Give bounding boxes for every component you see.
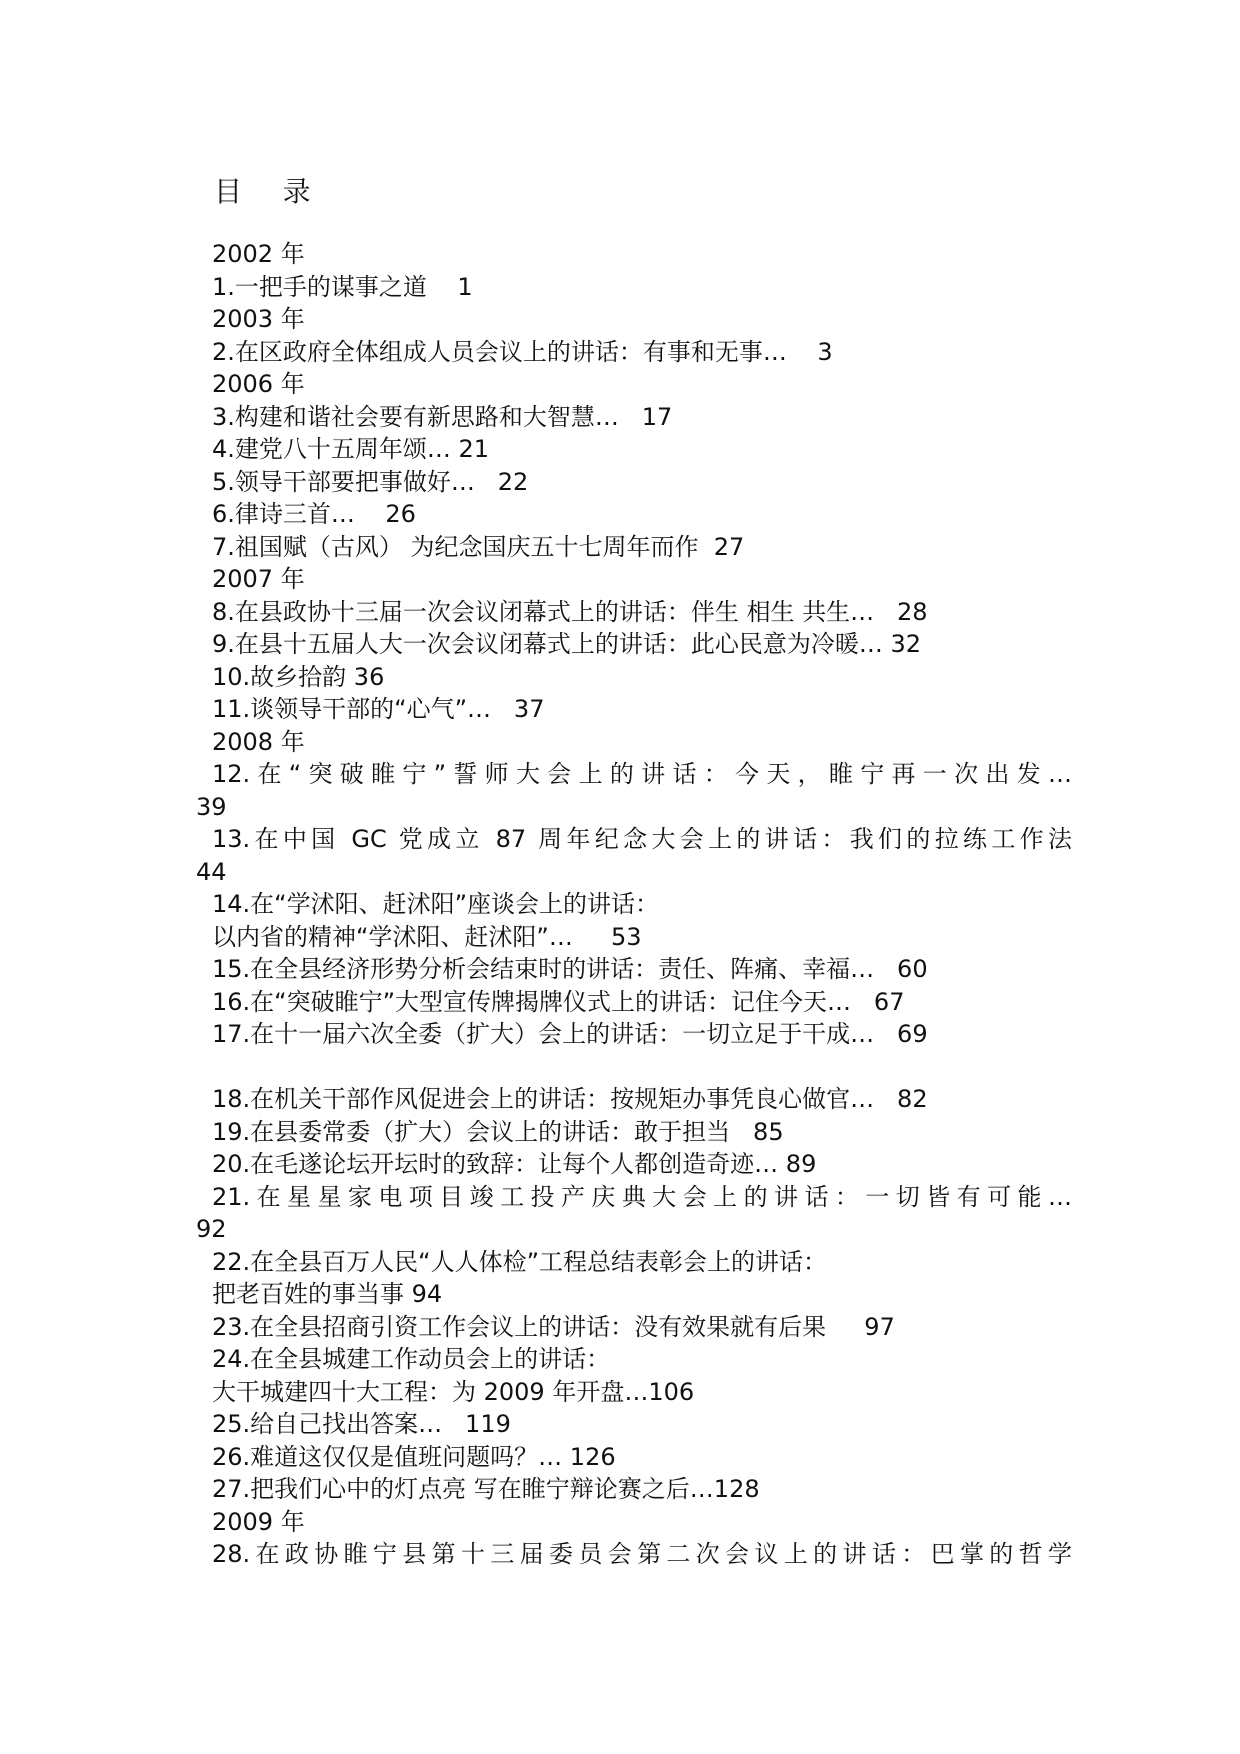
toc-entry	[0, 1311, 1240, 1344]
toc-line-text: 7.祖国赋（古风） 为纪念国庆五十七周年而作 27	[212, 532, 745, 561]
toc-entry	[0, 1083, 1240, 1116]
toc-entry	[0, 1278, 1240, 1311]
toc-entry	[0, 661, 1240, 694]
toc-line-text: 44	[196, 857, 227, 886]
toc-page-number	[0, 1213, 1240, 1246]
toc-line-text: 10.故乡拾韵 36	[212, 662, 385, 691]
toc-entry	[0, 1018, 1240, 1051]
toc-line-text: 26.难道这仅仅是值班问题吗？… 126	[212, 1442, 616, 1471]
toc-entry	[0, 921, 1240, 954]
table-of-contents	[0, 238, 1240, 1571]
toc-line-text: 15.在全县经济形势分析会结束时的讲话：责任、阵痛、幸福… 60	[212, 955, 928, 983]
toc-year-heading	[0, 563, 1240, 596]
toc-line-text: 12.在“突破睢宁”誓师大会上的讲话：今天，睢宁再一次出发…	[212, 760, 1072, 788]
toc-year-heading	[0, 368, 1240, 401]
toc-page-number	[0, 791, 1240, 824]
toc-line-text: 2002 年	[212, 240, 305, 268]
toc-line-text: 28.在政协睢宁县第十三届委员会第二次会议上的讲话：巴掌的哲学	[212, 1540, 1072, 1568]
toc-line-text: 4.建党八十五周年颂… 21	[212, 435, 490, 463]
toc-entry	[0, 1376, 1240, 1409]
toc-entry	[0, 1116, 1240, 1149]
toc-line-text: 大干城建四十大工程：为 2009 年开盘…106	[212, 1377, 695, 1406]
toc-year-heading	[0, 303, 1240, 336]
blank-line	[0, 1051, 1240, 1084]
toc-entry	[0, 628, 1240, 661]
toc-line-text: 2003 年	[212, 305, 305, 333]
toc-line-text: 21.在星星家电项目竣工投产庆典大会上的讲话：一切皆有可能…	[212, 1182, 1072, 1211]
toc-line-text: 1.一把手的谋事之道 1	[212, 272, 473, 301]
toc-entry	[0, 531, 1240, 564]
toc-entry	[0, 1473, 1240, 1506]
toc-entry	[0, 888, 1240, 921]
toc-line-text: 5.领导干部要把事做好… 22	[212, 467, 529, 496]
toc-line-text: 2006 年	[212, 370, 305, 398]
toc-line-text: 2.在区政府全体组成人员会议上的讲话：有事和无事… 3	[212, 337, 833, 366]
toc-line-text: 39	[196, 792, 227, 821]
toc-entry	[0, 596, 1240, 629]
toc-year-heading	[0, 1506, 1240, 1539]
toc-line-text: 19.在县委常委（扩大）会议上的讲话：敢于担当 85	[212, 1117, 784, 1146]
toc-entry	[0, 1538, 1240, 1571]
toc-line-text: 8.在县政协十三届一次会议闭幕式上的讲话：伴生 相生 共生… 28	[212, 597, 928, 626]
toc-line-text: 9.在县十五届人大一次会议闭幕式上的讲话：此心民意为冷暖… 32	[212, 630, 922, 658]
toc-line-text: 2007 年	[212, 565, 305, 593]
toc-entry	[0, 271, 1240, 304]
toc-line-text: 14.在“学沭阳、赶沭阳”座谈会上的讲话：	[212, 890, 660, 918]
toc-entry	[0, 433, 1240, 466]
toc-entry	[0, 1441, 1240, 1474]
toc-entry	[0, 953, 1240, 986]
toc-line-text: 18.在机关干部作风促进会上的讲话：按规矩办事凭良心做官… 82	[212, 1085, 928, 1113]
toc-entry	[0, 401, 1240, 434]
toc-year-heading	[0, 726, 1240, 759]
toc-entry	[0, 1343, 1240, 1376]
toc-entry	[0, 693, 1240, 726]
toc-line-text: 以内省的精神“学沭阳、赶沭阳”… 53	[212, 922, 642, 951]
toc-line-text: 2009 年	[212, 1507, 305, 1536]
toc-line-text: 27.把我们心中的灯点亮 写在睢宁辩论赛之后…128	[212, 1475, 760, 1503]
toc-line-text: 23.在全县招商引资工作会议上的讲话：没有效果就有后果 97	[212, 1312, 895, 1341]
toc-line-text: 16.在“突破睢宁”大型宣传牌揭牌仪式上的讲话：记住今天… 67	[212, 987, 905, 1016]
toc-line-text: 13.在中国 GC 党成立 87 周年纪念大会上的讲话：我们的拉练工作法	[212, 825, 1072, 853]
toc-line-text: 17.在十一届六次全委（扩大）会上的讲话：一切立足于干成… 69	[212, 1020, 928, 1048]
toc-entry	[0, 466, 1240, 499]
toc-line-text: 2008 年	[212, 727, 305, 756]
toc-entry	[0, 823, 1240, 856]
toc-line-text: 3.构建和谐社会要有新思路和大智慧… 17	[212, 402, 673, 431]
toc-entry	[0, 1408, 1240, 1441]
toc-line-text: 6.律诗三首… 26	[212, 500, 416, 528]
toc-entry	[0, 336, 1240, 369]
toc-title: 目 录	[214, 175, 312, 208]
toc-page-number	[0, 856, 1240, 889]
toc-entry	[0, 1246, 1240, 1279]
toc-line-text: 11.谈领导干部的“心气”… 37	[212, 695, 545, 723]
toc-entry	[0, 758, 1240, 791]
toc-line-text: 24.在全县城建工作动员会上的讲话：	[212, 1345, 611, 1373]
toc-line-text: 20.在毛遂论坛开坛时的致辞：让每个人都创造奇迹… 89	[212, 1150, 817, 1178]
toc-entry	[0, 1148, 1240, 1181]
toc-entry	[0, 498, 1240, 531]
toc-line-text: 25.给自己找出答案… 119	[212, 1410, 511, 1438]
toc-entry	[0, 986, 1240, 1019]
toc-line-text: 把老百姓的事当事 94	[212, 1280, 443, 1308]
toc-line-text: 92	[196, 1215, 227, 1243]
toc-line-text: 22.在全县百万人民“人人体检”工程总结表彰会上的讲话：	[212, 1247, 828, 1276]
toc-entry	[0, 1181, 1240, 1214]
toc-year-heading	[0, 238, 1240, 271]
